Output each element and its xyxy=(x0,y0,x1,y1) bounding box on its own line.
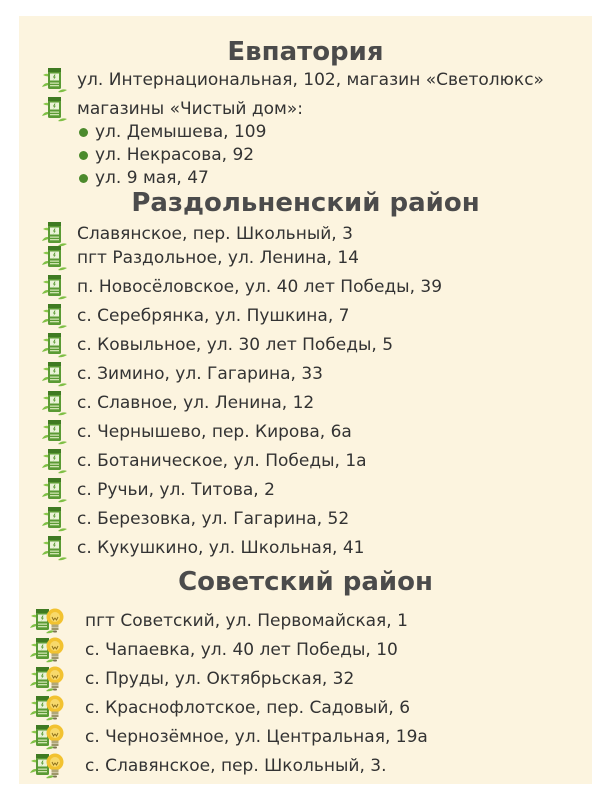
battery-collection-box-icon xyxy=(39,388,69,418)
sub-list-item-text: ул. Некрасова, 92 xyxy=(95,145,255,165)
battery-collection-box-icon xyxy=(39,272,69,302)
list-item-text: магазины «Чистый дом»: xyxy=(77,99,303,119)
lightbulb-icon xyxy=(43,693,67,723)
battery-collection-box-icon xyxy=(39,446,69,476)
battery-collection-box-icon xyxy=(39,359,69,389)
list-item-text: пгт Советский, ул. Первомайская, 1 xyxy=(85,611,408,631)
list-item-text: с. Пруды, ул. Октябрьская, 32 xyxy=(85,669,355,689)
lightbulb-icon xyxy=(43,722,67,752)
battery-collection-box-icon xyxy=(39,417,69,447)
list-item-text: с. Славное, ул. Ленина, 12 xyxy=(77,393,315,413)
section-heading-sovetsky: Советский район xyxy=(178,567,433,597)
list-item-text: с. Ботаническое, ул. Победы, 1а xyxy=(77,451,367,471)
list-item-text: пгт Раздольное, ул. Ленина, 14 xyxy=(77,248,359,268)
list-item-text: с. Чернышево, пер. Кирова, 6а xyxy=(77,422,352,442)
battery-collection-box-icon xyxy=(39,475,69,505)
list-item-text: с. Чапаевка, ул. 40 лет Победы, 10 xyxy=(85,640,398,660)
list-item-text: с. Серебрянка, ул. Пушкина, 7 xyxy=(77,306,350,326)
sub-list-item-text: ул. 9 мая, 47 xyxy=(95,168,209,188)
list-item-text: п. Новосёловское, ул. 40 лет Победы, 39 xyxy=(77,277,443,297)
list-item-text: Славянское, пер. Школьный, 3 xyxy=(77,224,353,244)
list-item-text: ул. Интернациональная, 102, магазин «Светолюкс» xyxy=(77,70,544,90)
sub-list-item-text: ул. Демышева, 109 xyxy=(95,122,267,142)
list-item-text: с. Кукушкино, ул. Школьная, 41 xyxy=(77,538,365,558)
battery-collection-box-icon xyxy=(39,533,69,563)
list-item-text: с. Славянское, пер. Школьный, 3. xyxy=(85,756,387,776)
list-item-text: с. Березовка, ул. Гагарина, 52 xyxy=(77,509,350,529)
battery-collection-box-icon xyxy=(39,504,69,534)
battery-collection-box-icon xyxy=(39,65,69,95)
bullet-dot-icon xyxy=(79,174,88,183)
list-item-text: с. Ковыльное, ул. 30 лет Победы, 5 xyxy=(77,335,394,355)
battery-collection-box-icon xyxy=(39,301,69,331)
section-heading-evpatoria: Евпатория xyxy=(227,37,384,67)
list-item-text: с. Ручьи, ул. Титова, 2 xyxy=(77,480,275,500)
lightbulb-icon xyxy=(43,635,67,665)
list-item-text: с. Краснофлотское, пер. Садовый, 6 xyxy=(85,698,411,718)
bullet-dot-icon xyxy=(79,151,88,160)
list-item-text: с. Чернозёмное, ул. Центральная, 19а xyxy=(85,727,428,747)
lightbulb-icon xyxy=(43,664,67,694)
lightbulb-icon xyxy=(43,606,67,636)
battery-collection-box-icon xyxy=(39,330,69,360)
section-heading-razdolnoye: Раздольненский район xyxy=(131,188,480,218)
recycling-points-panel xyxy=(19,16,592,784)
list-item-text: с. Зимино, ул. Гагарина, 33 xyxy=(77,364,323,384)
bullet-dot-icon xyxy=(79,128,88,137)
lightbulb-icon xyxy=(43,751,67,781)
battery-collection-box-icon xyxy=(39,94,69,124)
battery-collection-box-icon xyxy=(39,243,69,273)
